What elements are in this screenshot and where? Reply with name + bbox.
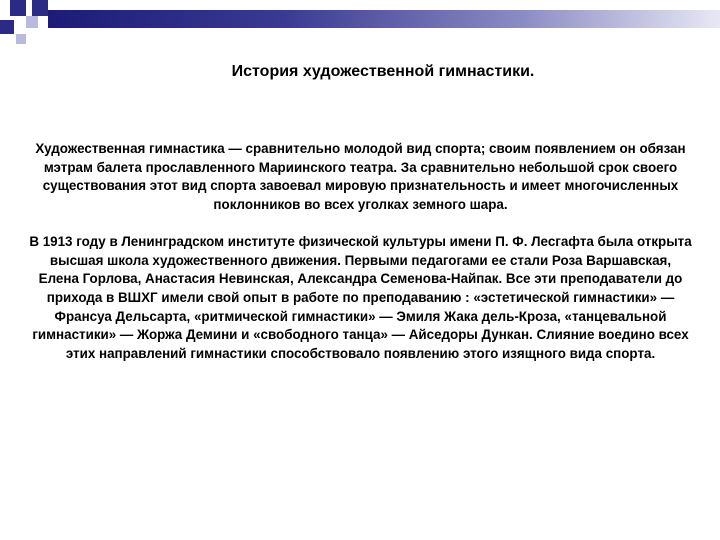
deco-square	[0, 20, 14, 34]
header-gradient-band	[48, 10, 720, 28]
slide-body	[28, 140, 693, 364]
paragraph-history: В 1913 году в Ленинградском институте физической культуры имени П. Ф. Лесгафта была открыта высшая школа художественного движения. Первыми педагогами ее стали Роза Варшавская, Елена Горлова, Анастасия Невинская, Александра Семенова-Найпак. Все эти преподаватели до прихода в ВШХГ имели свой опыт в работе по преподаванию : «эстетической гимнастики» — Франсуа Дельсарта, «ритмической гимнастики» — Эмиля Жака дель-Кроза, «танцевальной гимнастики» — Жоржа Демини и «свободного танца» — Айседоры Дункан. Слияние воедино всех этих направлений гимнастики способствовало появлению этого изящного вида спорта.	[29, 233, 692, 362]
deco-square	[26, 16, 38, 28]
deco-square	[16, 34, 26, 44]
deco-square	[10, 0, 26, 16]
deco-square	[32, 0, 48, 16]
slide-title: История художественной гимнастики.	[231, 63, 535, 80]
paragraph-intro: Художественная гимнастика — сравнительно молодой вид спорта; своим появлением он обязан мэтрам балета прославленного Мариинского театра. За сравнительно небольшой срок своего существования этот вид спорта завоевал мировую признательность и имеет многочисленных поклонников во всех уголках земного шара.	[35, 141, 686, 213]
